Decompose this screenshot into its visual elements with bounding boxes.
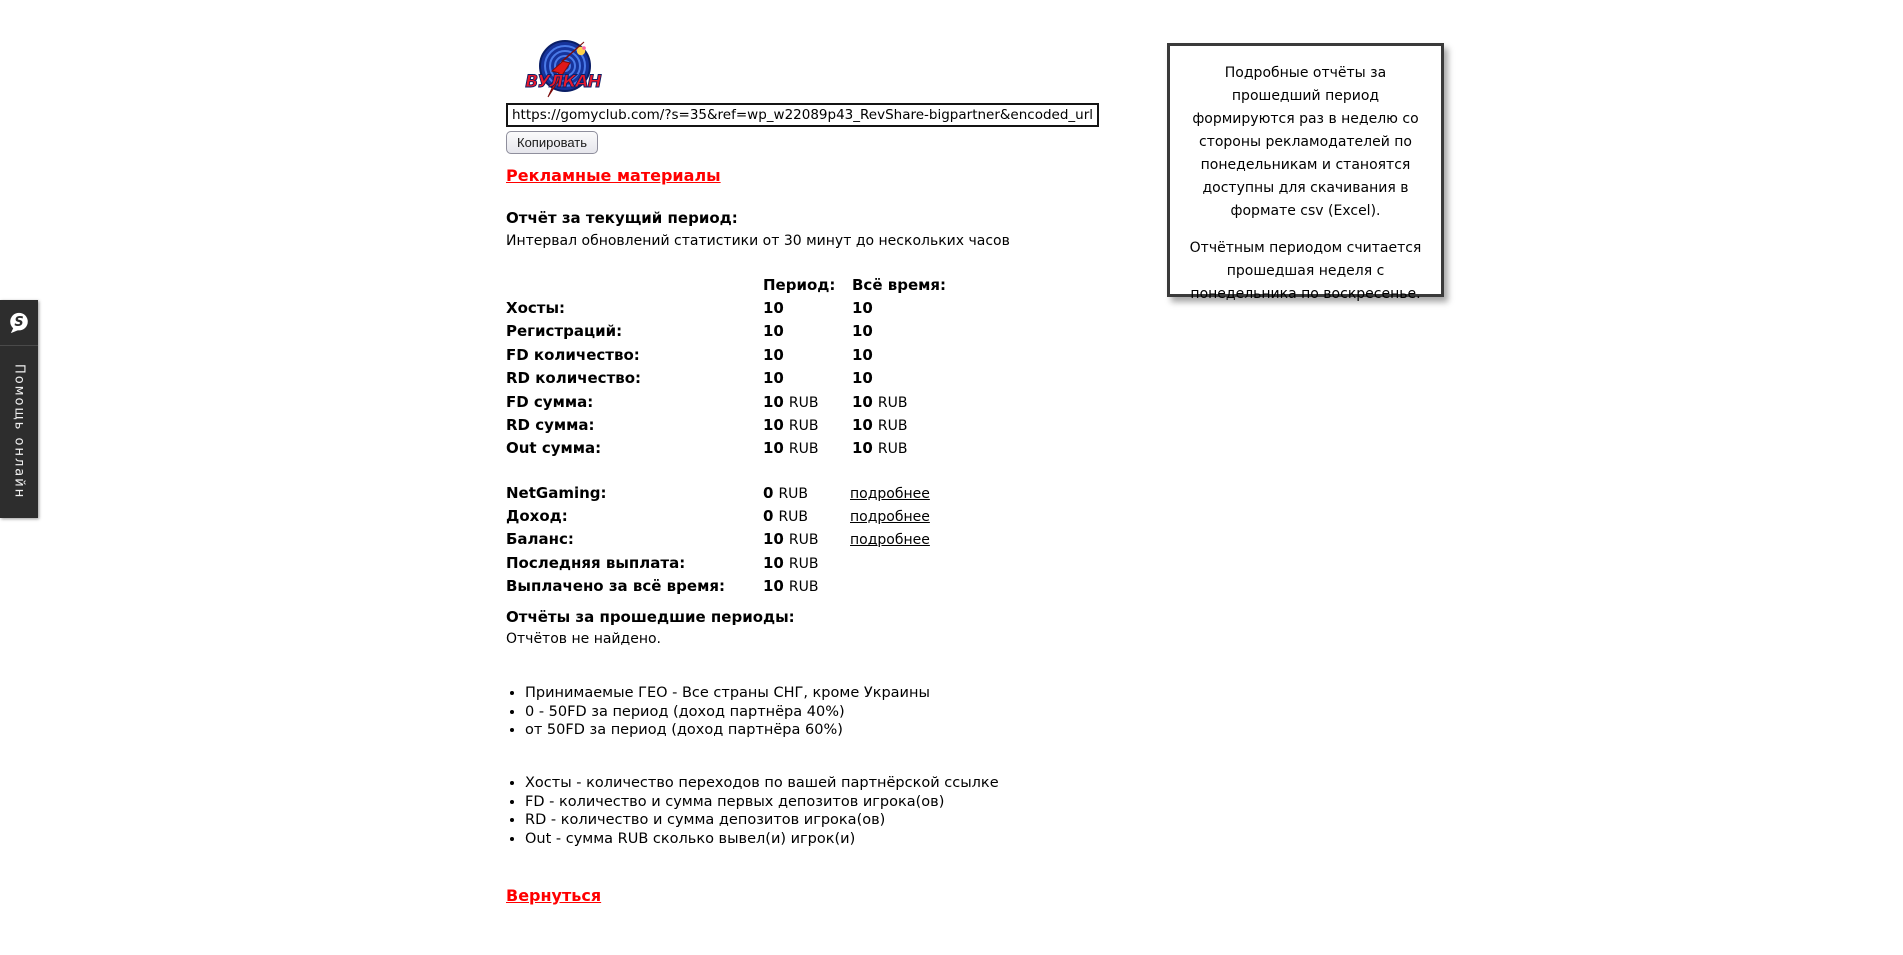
stats-table	[506, 273, 992, 460]
stat-total-fd-sum: 10 RUB	[852, 392, 908, 411]
details-link-income[interactable]: подробнее	[850, 509, 930, 526]
current-report-section	[506, 207, 1010, 253]
past-reports-section	[506, 606, 795, 650]
chat-bubble-icon	[0, 300, 38, 346]
current-report-title: Отчёт за текущий период:	[506, 209, 738, 227]
stat-period-registrations: 10	[763, 322, 784, 341]
summary-value-netgaming: 0 RUB	[763, 483, 809, 502]
referral-url-input[interactable]	[506, 103, 1099, 127]
stat-label-fd-count: FD количество:	[506, 345, 640, 364]
stat-period-hosts: 10	[763, 299, 784, 318]
summary-label-balance: Баланс:	[506, 530, 574, 549]
stat-label-fd-sum: FD сумма:	[506, 392, 594, 411]
stat-total-hosts: 10	[852, 299, 873, 318]
help-chat-label: Помощь онлайн	[11, 364, 27, 500]
summary-value-balance: 10 RUB	[763, 530, 819, 549]
stats-interval-note: Интервал обновлений статистики от 30 минут до нескольких часов	[506, 233, 1010, 249]
terms-list	[506, 684, 930, 740]
stat-label-registrations: Регистраций:	[506, 322, 623, 341]
col-header-total: Всё время:	[852, 275, 947, 294]
stat-period-rd-count: 10	[763, 369, 784, 388]
stat-period-fd-count: 10	[763, 345, 784, 364]
vulkan-logo	[524, 40, 602, 104]
glossary-item: • Хосты - количество переходов по вашей партнёрской ссылке	[525, 774, 999, 793]
details-link-balance[interactable]: подробнее	[850, 532, 930, 549]
summary-value-total-paid: 10 RUB	[763, 577, 819, 596]
stat-total-fd-count: 10	[852, 345, 873, 364]
term-item: • от 50FD за период (доход партнёра 60%)	[525, 721, 930, 740]
term-item: • 0 - 50FD за период (доход партнёра 40%)	[525, 703, 930, 722]
advertising-materials-link[interactable]: Рекламные материалы	[506, 166, 721, 185]
stat-label-out-sum: Out сумма:	[506, 439, 602, 458]
term-item: • Принимаемые ГЕО - Все страны СНГ, кроме Украины	[525, 684, 930, 703]
svg-text:S: S	[14, 314, 24, 330]
summary-table	[506, 481, 970, 598]
stat-total-registrations: 10	[852, 322, 873, 341]
stat-label-rd-count: RD количество:	[506, 369, 642, 388]
past-reports-empty: Отчётов не найдено.	[506, 631, 661, 647]
col-header-period: Период:	[763, 275, 836, 294]
stat-total-rd-count: 10	[852, 369, 873, 388]
summary-label-total-paid: Выплачено за всё время:	[506, 577, 725, 596]
glossary-list	[506, 774, 999, 848]
summary-label-last-payout: Последняя выплата:	[506, 553, 686, 572]
stat-period-fd-sum: 10 RUB	[763, 392, 819, 411]
summary-value-income: 0 RUB	[763, 507, 809, 526]
summary-label-netgaming: NetGaming:	[506, 483, 607, 502]
glossary-item: • Out - сумма RUB сколько вывел(и) игрок(и)	[525, 830, 999, 849]
logo-text: ВУЛКАН	[525, 72, 601, 92]
past-reports-title: Отчёты за прошедшие периоды:	[506, 608, 795, 626]
summary-value-last-payout: 10 RUB	[763, 553, 819, 572]
stat-period-rd-sum: 10 RUB	[763, 416, 819, 435]
glossary-item: • RD - количество и сумма депозитов игрока(ов)	[525, 811, 999, 830]
details-link-netgaming[interactable]: подробнее	[850, 485, 930, 502]
stat-label-rd-sum: RD сумма:	[506, 416, 595, 435]
summary-label-income: Доход:	[506, 507, 568, 526]
help-chat-widget[interactable]	[0, 300, 38, 518]
stat-total-out-sum: 10 RUB	[852, 439, 908, 458]
reports-info-box	[1167, 43, 1444, 302]
copy-button[interactable]: Копировать	[506, 131, 598, 154]
glossary-item: • FD - количество и сумма первых депозитов игрока(ов)	[525, 793, 999, 812]
stat-label-hosts: Хосты:	[506, 299, 566, 318]
stat-period-out-sum: 10 RUB	[763, 439, 819, 458]
info-paragraph-1: Подробные отчёты за прошедший период формируются раз в неделю со стороны рекламодателей по понедельникам и станоятся доступны для скачивания в формате csv (Excel).	[1192, 65, 1419, 219]
back-link[interactable]: Вернуться	[506, 886, 602, 905]
info-paragraph-2: Отчётным периодом считается прошедшая неделя с понедельника по воскресенье.	[1189, 240, 1422, 302]
stat-total-rd-sum: 10 RUB	[852, 416, 908, 435]
